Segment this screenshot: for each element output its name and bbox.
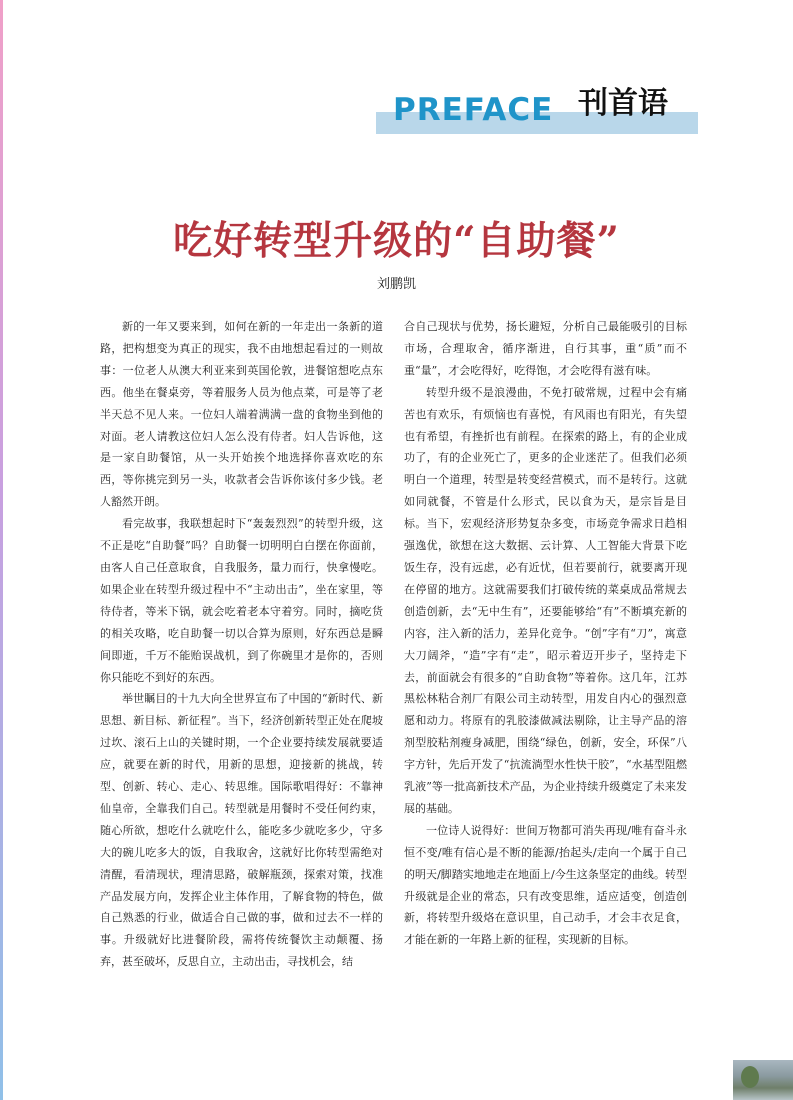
paragraph: 转型升级不是浪漫曲，不免打破常规，过程中会有痛苦也有欢乐，有烦恼也有喜悦，有风雨也有阳光，有失望也有希望，有挫折也有前程。在探索的路上，有的企业成功了，有的企业死亡了，更多的企业迷茫了。但我们必须明白一个道理，转型是转变经营模式，而不是转行。这就如同就餐，不管是什么形式，民以食为天，是宗旨是目标。当下，宏观经济形势复杂多变，市场竞争需求日趋相强逸优，欲想在这大数据、云计算、人工智能大背景下吃饭生存，没有远虑，必有近忧，但若要前行，就要离开现在停留的地方。这就需要我们打破传统的菜桌成品常规去创造创新，去“无中生有”，还要能够给“有”不断填充新的内容，注入新的活力，差异化竞争。“创”字有“刀”，寓意大刀阔斧，“造”字有“走”，昭示着迈开步子，坚持走下去，前面就会有很多的“自助食物”等着你。这几年，江苏黑松林粘合剂厂有限公司主动转型，用发自内心的强烈意愿和动力。将原有的乳胶漆做减法剔除，让主导产品的溶剂型胶粘剂瘦身减肥，围绕“绿色，创新，安全，环保”八字方针，先后开发了“抗流淌型水性快干胶”，“水基型阻燃乳液”等一批高新技术产品，为企业持续升级奠定了未来发展的基础。 [404, 385, 687, 815]
right-column [404, 316, 687, 951]
left-column [100, 316, 383, 973]
paragraph: 举世瞩目的十九大向全世界宣布了中国的“新时代、新思想、新目标、新征程”。当下，经济创新转型正处在爬坡过坎、滚石上山的关键时期，一个企业要持续发展就要适应，就要在新的时代，用新的思想，迎接新的挑战，转型、创新、转心、走心、转思维。国际歌唱得好：不靠神仙皇帝，全靠我们自己。转型就是用餐时不受任何约束，随心所欲，想吃什么就吃什么，能吃多少就吃多少，守多大的碗儿吃多大的饭，自我取舍，这就好比你转型需绝对清醒，看清现状，理清思路，破解瓶颈，探索对策，找准产品发展方向，发挥企业主体作用，了解食物的特色，做自己熟悉的行业，做适合自己做的事，做和过去不一样的事。升级就好比进餐阶段，需将传统餐饮主动颠覆、扬弃，甚至破坏，反思自立，主动出击，寻找机会，结 [100, 692, 383, 969]
preface-english: PREFACE [393, 92, 554, 128]
paragraph: 新的一年又要来到，如何在新的一年走出一条新的道路，把构想变为真正的现实，我不由地想起看过的一则故事：一位老人从澳大利亚来到英国伦敦，进餐馆想吃点东西。他坐在餐桌旁，等着服务人员为他点菜，可是等了老半天总不见人来。一位妇人端着满满一盘的食物坐到他的对面。老人请教这位妇人怎么没有侍者。妇人告诉他，这是一家自助餐馆，从一头开始挨个地选择你喜欢吃的东西，等你挑完到另一头，收款者会告诉你该付多少钱。老人豁然开朗。 [100, 320, 383, 509]
paragraph: 一位诗人说得好：世间万物都可消失再现/唯有奋斗永恒不变/唯有信心是不断的能源/抬起头/走向一个属于自己的明天/脚踏实地地走在地面上/今生这条坚定的曲线。转型升级就是企业的常态，只有改变思维，适应适变，创造创新，将转型升级烙在意识里，自己动手，才会丰衣足食，才能在新的一年路上新的征程，实现新的目标。 [404, 823, 687, 947]
article-title: 吃好转型升级的“自助餐” [173, 218, 620, 264]
article-author: 刘鹏凯 [376, 277, 416, 292]
preface-chinese: 刊首语 [578, 86, 668, 121]
corner-photo [733, 1060, 793, 1100]
tree-image [741, 1066, 759, 1088]
left-edge-stripe [0, 0, 3, 1100]
paragraph: 看完故事，我联想起时下“轰轰烈烈”的转型升级，这不正是吃“自助餐”吗？自助餐一切明明白白摆在你面前，由客人自己任意取食，自我服务，量力而行，快拿慢吃。如果企业在转型升级过程中不“主动出击”，坐在家里，等待侍者，等米下锅，就会吃着老本守着穷。同时，摘吃货的相关攻略，吃自助餐一切以合算为原则，好东西总是瞬间即逝，千万不能贻误战机，到了你碗里才是你的，否则你只能吃不到好的东西。 [100, 517, 383, 684]
paragraph-continued: 合自己现状与优势，扬长避短，分析自己最能吸引的目标市场，合理取舍，循序渐进，自行其事，重“质”而不重“量”，才会吃得好，吃得饱，才会吃得有滋有味。 [404, 320, 687, 377]
